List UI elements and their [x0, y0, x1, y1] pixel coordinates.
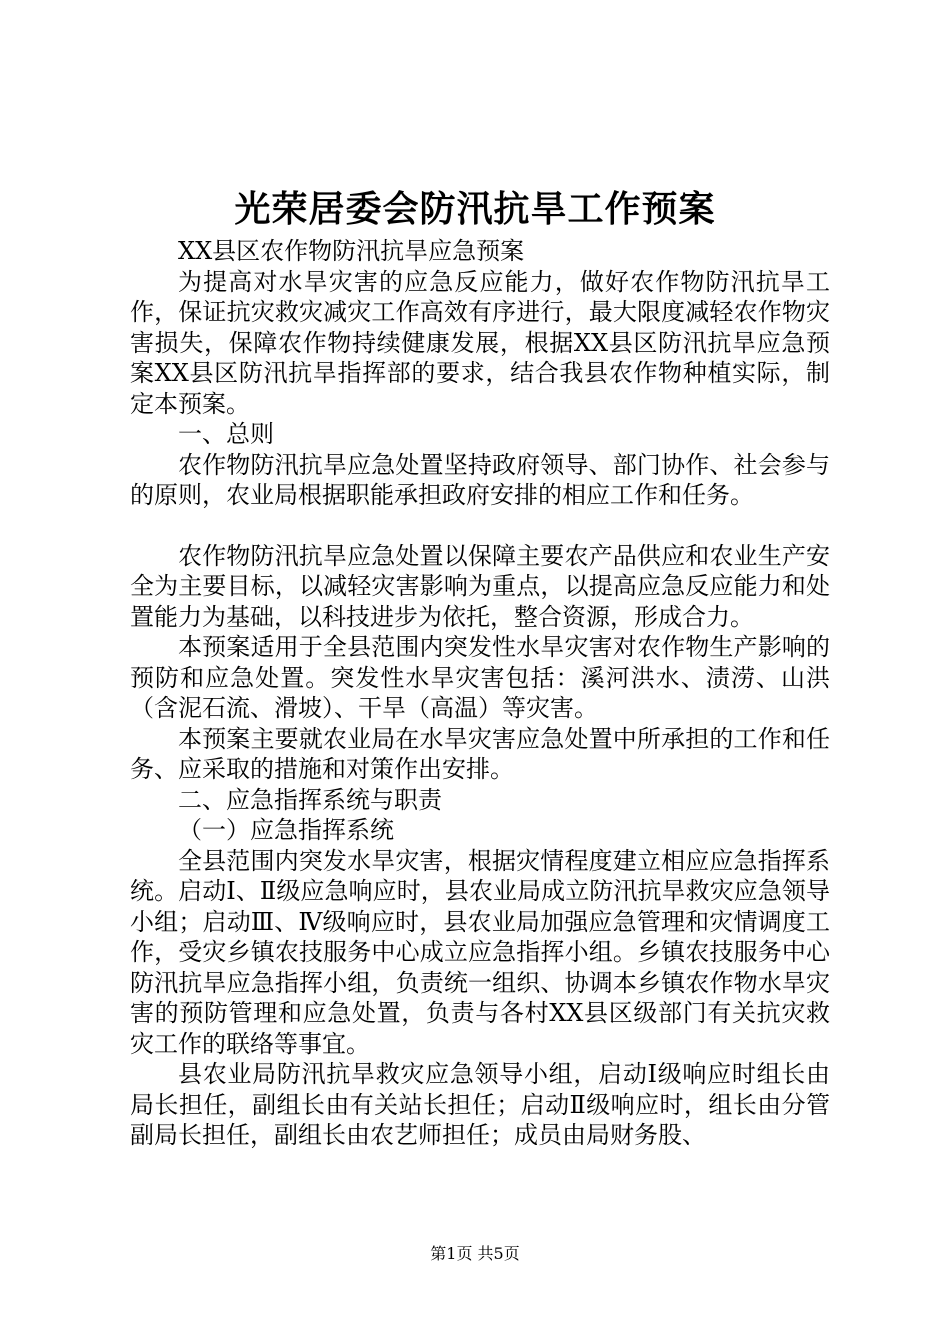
paragraph-scope: 本预案适用于全县范围内突发性水旱灾害对农作物生产影响的预防和应急处置。突发性水旱灾害包括：溪河洪水、渍涝、山洪（含泥石流、滑坡）、干旱（高温）等灾害。: [130, 633, 830, 722]
paragraph-principles: 农作物防汛抗旱应急处置坚持政府领导、部门协作、社会参与的原则，农业局根据职能承担政府安排的相应工作和任务。: [130, 450, 830, 509]
page-title: 光荣居委会防汛抗旱工作预案: [234, 188, 716, 230]
paragraph-subtitle: XX县区农作物防汛抗旱应急预案: [178, 237, 525, 265]
paragraph-leadership-group: 县农业局防汛抗旱救灾应急领导小组，启动Ⅰ级响应时组长由局长担任，副组长由有关站长担任；启动Ⅱ级响应时，组长由分管副局长担任，副组长由农艺师担任；成员由局财务股、: [130, 1060, 830, 1149]
paragraph-goals: 农作物防汛抗旱应急处置以保障主要农产品供应和农业生产安全为主要目标，以减轻灾害影响为重点，以提高应急反应能力和处置能力为基础，以科技进步为依托，整合资源，形成合力。: [130, 541, 830, 631]
paragraph-arrangement: 本预案主要就农业局在水旱灾害应急处置中所承担的工作和任务、应采取的措施和对策作出安排。: [130, 724, 830, 783]
section-heading-general: 一、总则: [178, 420, 274, 448]
paragraph-command-system: 全县范围内突发水旱灾害，根据灾情程度建立相应应急指挥系统。启动Ⅰ、Ⅱ级应急响应时，县农业局成立防汛抗旱救灾应急领导小组；启动Ⅲ、Ⅳ级响应时，县农业局加强应急管理和灾情调度工作，受灾乡镇农技服务中心成立应急指挥小组。乡镇农技服务中心防汛抗旱应急指挥小组，负责统一组织、协调本乡镇农作物水旱灾害的预防管理和应急处置，负责与各村XX县区级部门有关抗灾救灾工作的联络等事宜。: [130, 846, 830, 1058]
document-body: [130, 236, 830, 1151]
subsection-heading-command-system: （一）应急指挥系统: [178, 816, 394, 844]
section-heading-command: 二、应急指挥系统与职责: [178, 785, 442, 814]
paragraph-intro: 为提高对水旱灾害的应急反应能力，做好农作物防汛抗旱工作，保证抗灾救灾减灾工作高效有序进行，最大限度减轻农作物灾害损失，保障农作物持续健康发展，根据XX县区防汛抗旱应急预案XX县区防汛抗旱指挥部的要求，结合我县农作物种植实际，制定本预案。: [130, 267, 830, 418]
page-number: 第1页 共5页: [430, 1244, 520, 1263]
blank-line: [130, 511, 830, 541]
